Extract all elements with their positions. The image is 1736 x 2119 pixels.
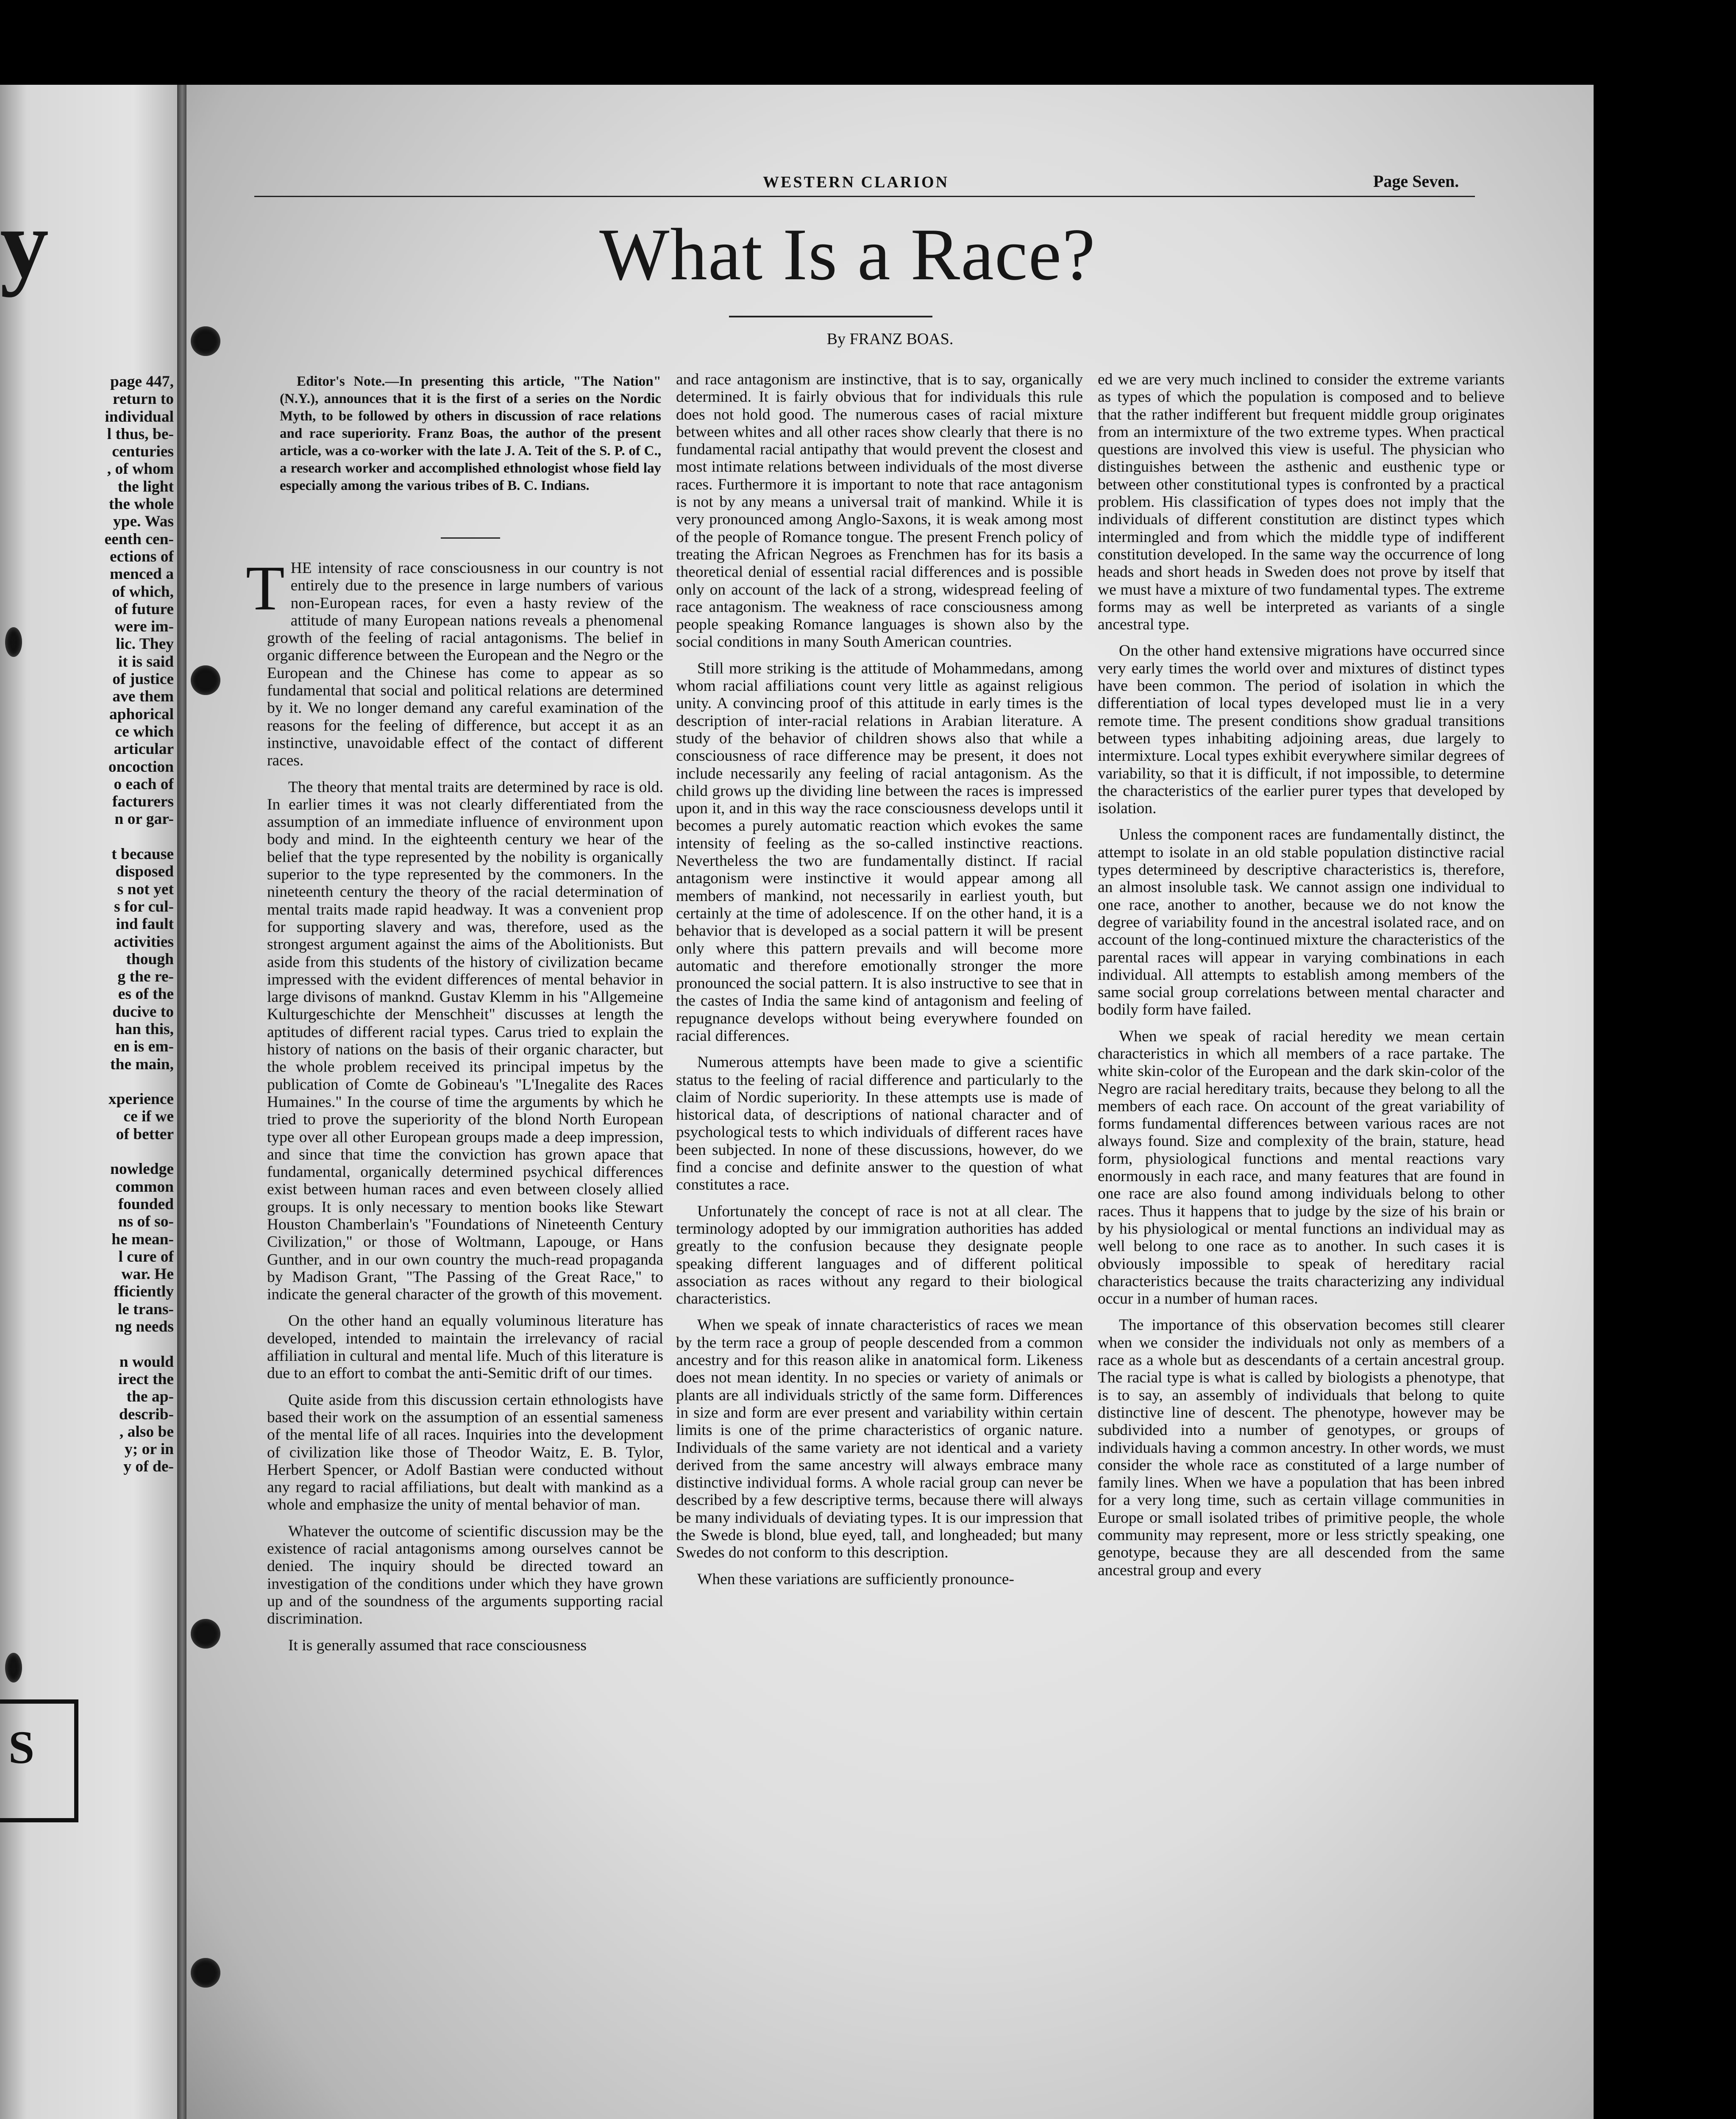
left-page-line: nowledge [110, 1160, 174, 1178]
article-paragraph: and race antagonism are instinctive, that is to say, organically determined. It is fairly obvious that for individuals this rule does not hold good. The numerous cases of racial mixture between whites and all other races show clearly that there is no fundamental racial antipathy that would prevent the closest and most intimate relations between individuals of the most diverse races. Furthermore it is important to note that race antagonism is not by any means a universal trait of mankind. While it is very pronounced among Anglo-Saxons, it is weak among most of the people of Romance tongue. The present French policy of treating the African Negroes as Frenchmen has for its basis a theoretical denial of essential racial differences and is possible only on account of the lack of a strong, widespread feeling of race antagonism. The weakness of race consciousness among people speaking Romance languages is shown also by the social conditions in many South American countries. [676, 371, 1083, 651]
article-paragraph: THE intensity of race consciousness in our country is not entirely due to the presence in large numbers of various non-European races, for even a hasty review of the attitude of many European nations reveals a phenomenal growth of the feeling of racial antagonisms. The belief in organic difference between the European and the Negro or the European and the Chinese has come to appear as so fundamental that social and political relations are determined by it. We no longer demand any careful examination of the reasons for the feeling of difference, but accept it as an instinctive, unavoidable effect of the contact of different races. [246, 553, 663, 770]
left-page-line: of better [116, 1125, 174, 1143]
punch-hole [191, 665, 220, 695]
left-page-line: the main, [110, 1055, 174, 1073]
article-paragraph: When we speak of innate characteristics of races we mean by the term race a group of people descended from a common ancestry and for this reason alike in anatomical form. Likeness does not mean identity. In no species or variety of animals or plants are all individuals strictly of the same form. Differences in size and form are ever present and variability within certain limits is one of the prime characteristics of organic nature. Individuals of the same variety are not identical and a variety derived from the same ancestry will always embrace many distinctive individual forms. A whole racial group can never be described by a few descriptive terms, because there will always be many individuals of deviating types. It is our impression that the Swede is blond, blue eyed, tall, and longheaded; but many Swedes do not conform to this description. [676, 1316, 1083, 1562]
left-page-line [0, 1335, 174, 1353]
left-page-line: y of de- [123, 1458, 174, 1476]
punch-hole [191, 1619, 220, 1649]
left-page-line: of which, [112, 583, 174, 601]
left-page-line: of future [114, 600, 174, 618]
left-page-line: though [126, 950, 174, 968]
left-page-line: centuries [112, 443, 174, 461]
left-page-line: eenth cen- [104, 530, 174, 548]
article-paragraph: It is generally assumed that race consciousness [288, 1636, 587, 1654]
article-paragraph: Still more striking is the attitude of Mohammedans, among whom racial affiliations count very little as against religious unity. A convincing proof of this attitude in early times is the description of inter-racial relations in Arabian literature. A study of the behavior of children shows also that while a consciousness of race difference may be present, it does not include necessarily any feeling of racial antagonism. As the child grows up the dividing line between the races is impressed upon it, and in this way the race consciousness develops until it becomes a purely automatic reaction which evokes the same intensity of feeling as the so-called instinctive reactions. Nevertheless the two are fundamentally distinct. If racial antagonism were instinctive it would appear among all members of mankind, not necessarily in earliest youth, but certainly at the time of adolescence. If on the other hand, it is a behavior that is developed as a social pattern it will be present only where this pattern prevails and will become more automatic and therefore emotionally stronger the more pronounced the social pattern. It is also instructive to see that in the castes of India the same kind of antagonism and feeling of repugnance develops without being everywhere founded on racial differences. [676, 659, 1083, 1045]
left-page-line: ce which [115, 723, 174, 740]
left-page-line: l cure of [118, 1248, 174, 1265]
title-rule [729, 316, 932, 317]
left-page-line: war. He [121, 1265, 174, 1283]
article-paragraph: Unfortunately the concept of race is not at all clear. The terminology adopted by our immigration authorities has added greatly to the confusion because they designate people speaking different languages and of different political association as races without any regard to their biological characteristics. [676, 1202, 1083, 1308]
article-column-3 [1098, 371, 1505, 1579]
left-page-line [0, 1143, 174, 1160]
left-page-line: n would [119, 1353, 174, 1371]
left-page-line: return to [112, 390, 174, 408]
left-page-line: ce if we [123, 1108, 174, 1126]
article-paragraph: On the other hand an equally voluminous literature has developed, intended to maintain the irrelevancy of racial affiliation in cultural and mental life. Much of this literature is due to an effort to combat the anti-Semitic drift of our times. [267, 1312, 663, 1382]
page-number: Page Seven. [1373, 172, 1459, 191]
left-page-line: oncoction [108, 758, 174, 776]
left-page-line: facturers [112, 793, 174, 811]
article-paragraph: When these variations are sufficiently pronounce- [697, 1570, 1014, 1588]
left-page-line: o each of [114, 775, 174, 793]
left-page-line: the light [117, 478, 174, 495]
left-page-line: lic. They [116, 635, 174, 653]
left-page-line: disposed [115, 863, 174, 881]
left-page-line: ype. Was [113, 513, 174, 531]
article-paragraph: When we speak of racial heredity we mean certain characteristics in which all members of a race partake. The white skin-color of the European and the dark skin-color of the Negro are racial hereditary traits, because they belong to all the members of each race. On account of the great variability of forms fundamental differences between various races are not always found. Size and complexity of the brain, stature, head form, physiological functions and mental reactions vary enormously in each race, and many features that are found in one race are also found among individuals belong to other races. Thus it happens that to judge by the size of his brain or by his physiological or mental functions an individual may as well belong to one race as to another. In such cases it is obviously impossible to speak of hereditary racial characteristics because the traits characterizing any individual occur in a number of human races. [1098, 1027, 1505, 1308]
left-page-line: he mean- [111, 1230, 174, 1248]
left-page-box-text: S [8, 1721, 35, 1773]
left-page-line: n or gar- [114, 810, 174, 828]
article-column-2 [676, 371, 1083, 1588]
left-page-line: l thus, be- [107, 425, 174, 443]
left-page-line: y; or in [125, 1440, 174, 1458]
left-page-line: es of the [118, 985, 174, 1003]
left-page-line: g the re- [117, 968, 174, 986]
article-paragraph: Whatever the outcome of scientific discussion may be the existence of racial antagonisms among ourselves cannot be denied. The inquiry should be directed toward an investigation of the conditions under which they have grown up and of the soundness of the arguments supporting racial discrimination. [267, 1522, 663, 1628]
left-page-line: describ- [119, 1405, 174, 1423]
left-page-line: han this, [115, 1020, 174, 1038]
left-page-line: page 447, [110, 373, 174, 390]
left-page-line [0, 1073, 174, 1090]
left-page-line: menced a [109, 565, 174, 583]
editor-note-text: Editor's Note.—In presenting this article, "The Nation" (N.Y.), announces that it is the first of a series on the Nordic Myth, to be followed by others in discussion of race relations and race superiority. Franz Boas, the author of the present article, was a co-worker with the late J. A. Teit of the S. P. of C., a research worker and accomplished ethnologist whose field lay especially among the various tribes of B. C. Indians. [280, 374, 661, 493]
left-page-line: individual [105, 408, 174, 425]
left-page-line: ducive to [112, 1003, 174, 1021]
left-page-line: the whole [108, 495, 174, 513]
byline: By FRANZ BOAS. [826, 330, 954, 348]
left-page-line: le trans- [117, 1300, 174, 1318]
article-paragraph: ed we are very much inclined to consider the extreme variants as types of which the population is composed and to believe that the rather indifferent but frequent middle group originates from an intermixture of the two extreme types. When practical questions are involved this view is useful. The physician who distinguishes between the asthenic and eusthenic type or between other constitutional types is confronted by a practical problem. His classification of types does not imply that the individuals of different constitution are distinct types which intermingled and from which the middle type of indifferent constitution developed. In the same way the occurrence of long heads and short heads in Sweden does not prove by itself that we must have a mixture of two fundamental types. The extreme forms may as well be interpreted as variants of a single ancestral type. [1098, 371, 1505, 634]
left-page-line: s for cul- [114, 898, 174, 915]
left-page-line: common [115, 1178, 174, 1196]
punch-hole [191, 1958, 220, 1988]
article-paragraph: Unless the component races are fundamentally distinct, the attempt to isolate in an old stable population distinctive racial types determineed by descriptive characteristics is, therefore, an almost insoluble task. We cannot assign one individual to one race, another to another, because we do not know the degree of variability found in the ancestral isolated race, and on account of the long-continued mixture the characteristics of the parental races will appear in varying combinations in each individual. All attempts to establish among members of the same social group correlations between mental character and bodily form have failed. [1098, 826, 1505, 1019]
left-page-line: the ap- [126, 1388, 174, 1406]
left-page-line: were im- [114, 618, 174, 636]
left-page-line: articular [114, 740, 174, 758]
left-page-column [0, 373, 174, 1476]
left-page-line: s not yet [117, 880, 174, 898]
left-page-line: aphorical [109, 705, 174, 723]
note-rule [441, 537, 500, 539]
left-page-line: , also be [119, 1423, 174, 1440]
left-page-line: it is said [118, 653, 174, 670]
editor-note [280, 373, 661, 495]
punch-hole [191, 326, 220, 356]
left-page-line: ind fault [116, 915, 174, 933]
article-paragraph: Quite aside from this discussion certain ethnologists have based their work on the assumption of an essential sameness of the mental life of all races. Inquiries into the development of civilization like those of Theodor Waitz, E. B. Tylor, Herbert Spencer, or Adolf Bastian were conducted without any regard to racial affiliations, but dealt with mankind as a whole and emphasize the unity of mental behavior of man. [267, 1391, 663, 1514]
punch-hole [5, 1653, 22, 1682]
left-page-heading-fragment: y [0, 189, 49, 298]
left-page-line: irect the [118, 1370, 174, 1388]
left-page-line: founded [118, 1195, 174, 1213]
left-page-line [0, 828, 174, 845]
left-page-box [0, 1699, 78, 1822]
header-rule [254, 196, 1475, 197]
left-page-line: of justice [112, 670, 174, 688]
masthead: WESTERN CLARION [763, 173, 949, 191]
article-paragraph: The theory that mental traits are determined by race is old. In earlier times it was not clearly differentiated from the assumption of an immediate influence of environment upon body and mind. In the eighteenth century we hear of the belief that the type represented by the nobility is organically superior to the type represented by the commoners. In the nineteenth century the theory of the racial determination of mental traits made rapid headway. It was a convenient prop for supporting slavery and was, therefore, used as the strongest argument against the aims of the Abolitionists. But aside from this students of the history of civilization became impressed with the evident differences of mental behavior in large divisons of manknd. Gustav Klemm in his "Allgemeine Kulturgeschichte der Menschheit" discusses at length the aptitudes of different racial types. Carus tried to explain the history of nations on the basis of their organic character, but the whole problem received its principal impetus by the publication of Comte de Gobineau's "L'Inegalite des Races Humaines." In the course of time the arguments by which he tried to prove the superiority of the blond North European type over all other European groups made a deep impression, and since that time the conviction has grown apace that fundamental, organically determined psychical differences exist between human races and even between closely allied groups. It is only necessary to mention books like Stewart Houston Chamberlain's "Foundations of Nineteenth Century Civilization," or those of Woltmann, Lapouge, or Hans Gunther, and in our own country the much-read propaganda by Madison Grant, "The Passing of the Great Race," to indicate the general character of the growth of this movement. [267, 778, 663, 1304]
left-page-line: ng needs [115, 1318, 174, 1336]
left-page-line: t because [111, 845, 174, 863]
article-paragraph: Numerous attempts have been made to give a scientific status to the feeling of racial difference and particularly to the claim of Nordic superiority. In these attempts use is made of historical data, of descriptions of national character and of psychological tests to which individuals of different races have been subjected. In none of these discussions, however, do we find a concise and definite answer to the question of what constitutes a race. [676, 1054, 1083, 1194]
left-page-line: ections of [109, 548, 174, 565]
page-title: What Is a Race? [599, 213, 1096, 295]
left-page-line: activities [114, 933, 174, 951]
left-page-line: en is em- [114, 1038, 174, 1056]
left-page-line: xperience [108, 1090, 174, 1108]
page-gutter [177, 85, 187, 2119]
left-page-line: ns of so- [118, 1213, 174, 1231]
drop-cap: T [246, 553, 285, 623]
left-page-line: , of whom [107, 460, 174, 478]
article-paragraph: On the other hand extensive migrations have occurred since very early times the world over and mixtures of distinct types have been common. The period of isolation in which the differentiation of local types developed must lie in a very remote time. The present conditions show gradual transitions between types inhabiting adjoining areas, due largely to intermixture. Local types exhibit everywhere similar degrees of variability, so that it is difficult, if not impossible, to determine the characteristics of the earlier purer types that developed by isolation. [1098, 642, 1505, 818]
left-page-line: fficiently [114, 1283, 174, 1301]
left-page-line: ave them [112, 688, 174, 706]
article-column-1 [246, 553, 663, 1654]
article-paragraph: The importance of this observation becomes still clearer when we consider the individuals not only as members of a race as a whole but as descendants of a certain ancestral group. The racial type is what is called by biologists a phenotype, that is to say, an assembly of individuals that belong to quite distinctive line of descent. The phenotype, however may be subdivided into a number of genotypes, or groups of individuals having a common ancestry. In other words, we must consider the whole race as constituted of a large number of family lines. When we have a population that has been inbred for a very long time, such as certain village communities in Europe or small isolated tribes of primitive people, the whole community may represent, more or less strictly speaking, one genotype, because they are all descended from the same ancestral group and every [1098, 1316, 1505, 1579]
